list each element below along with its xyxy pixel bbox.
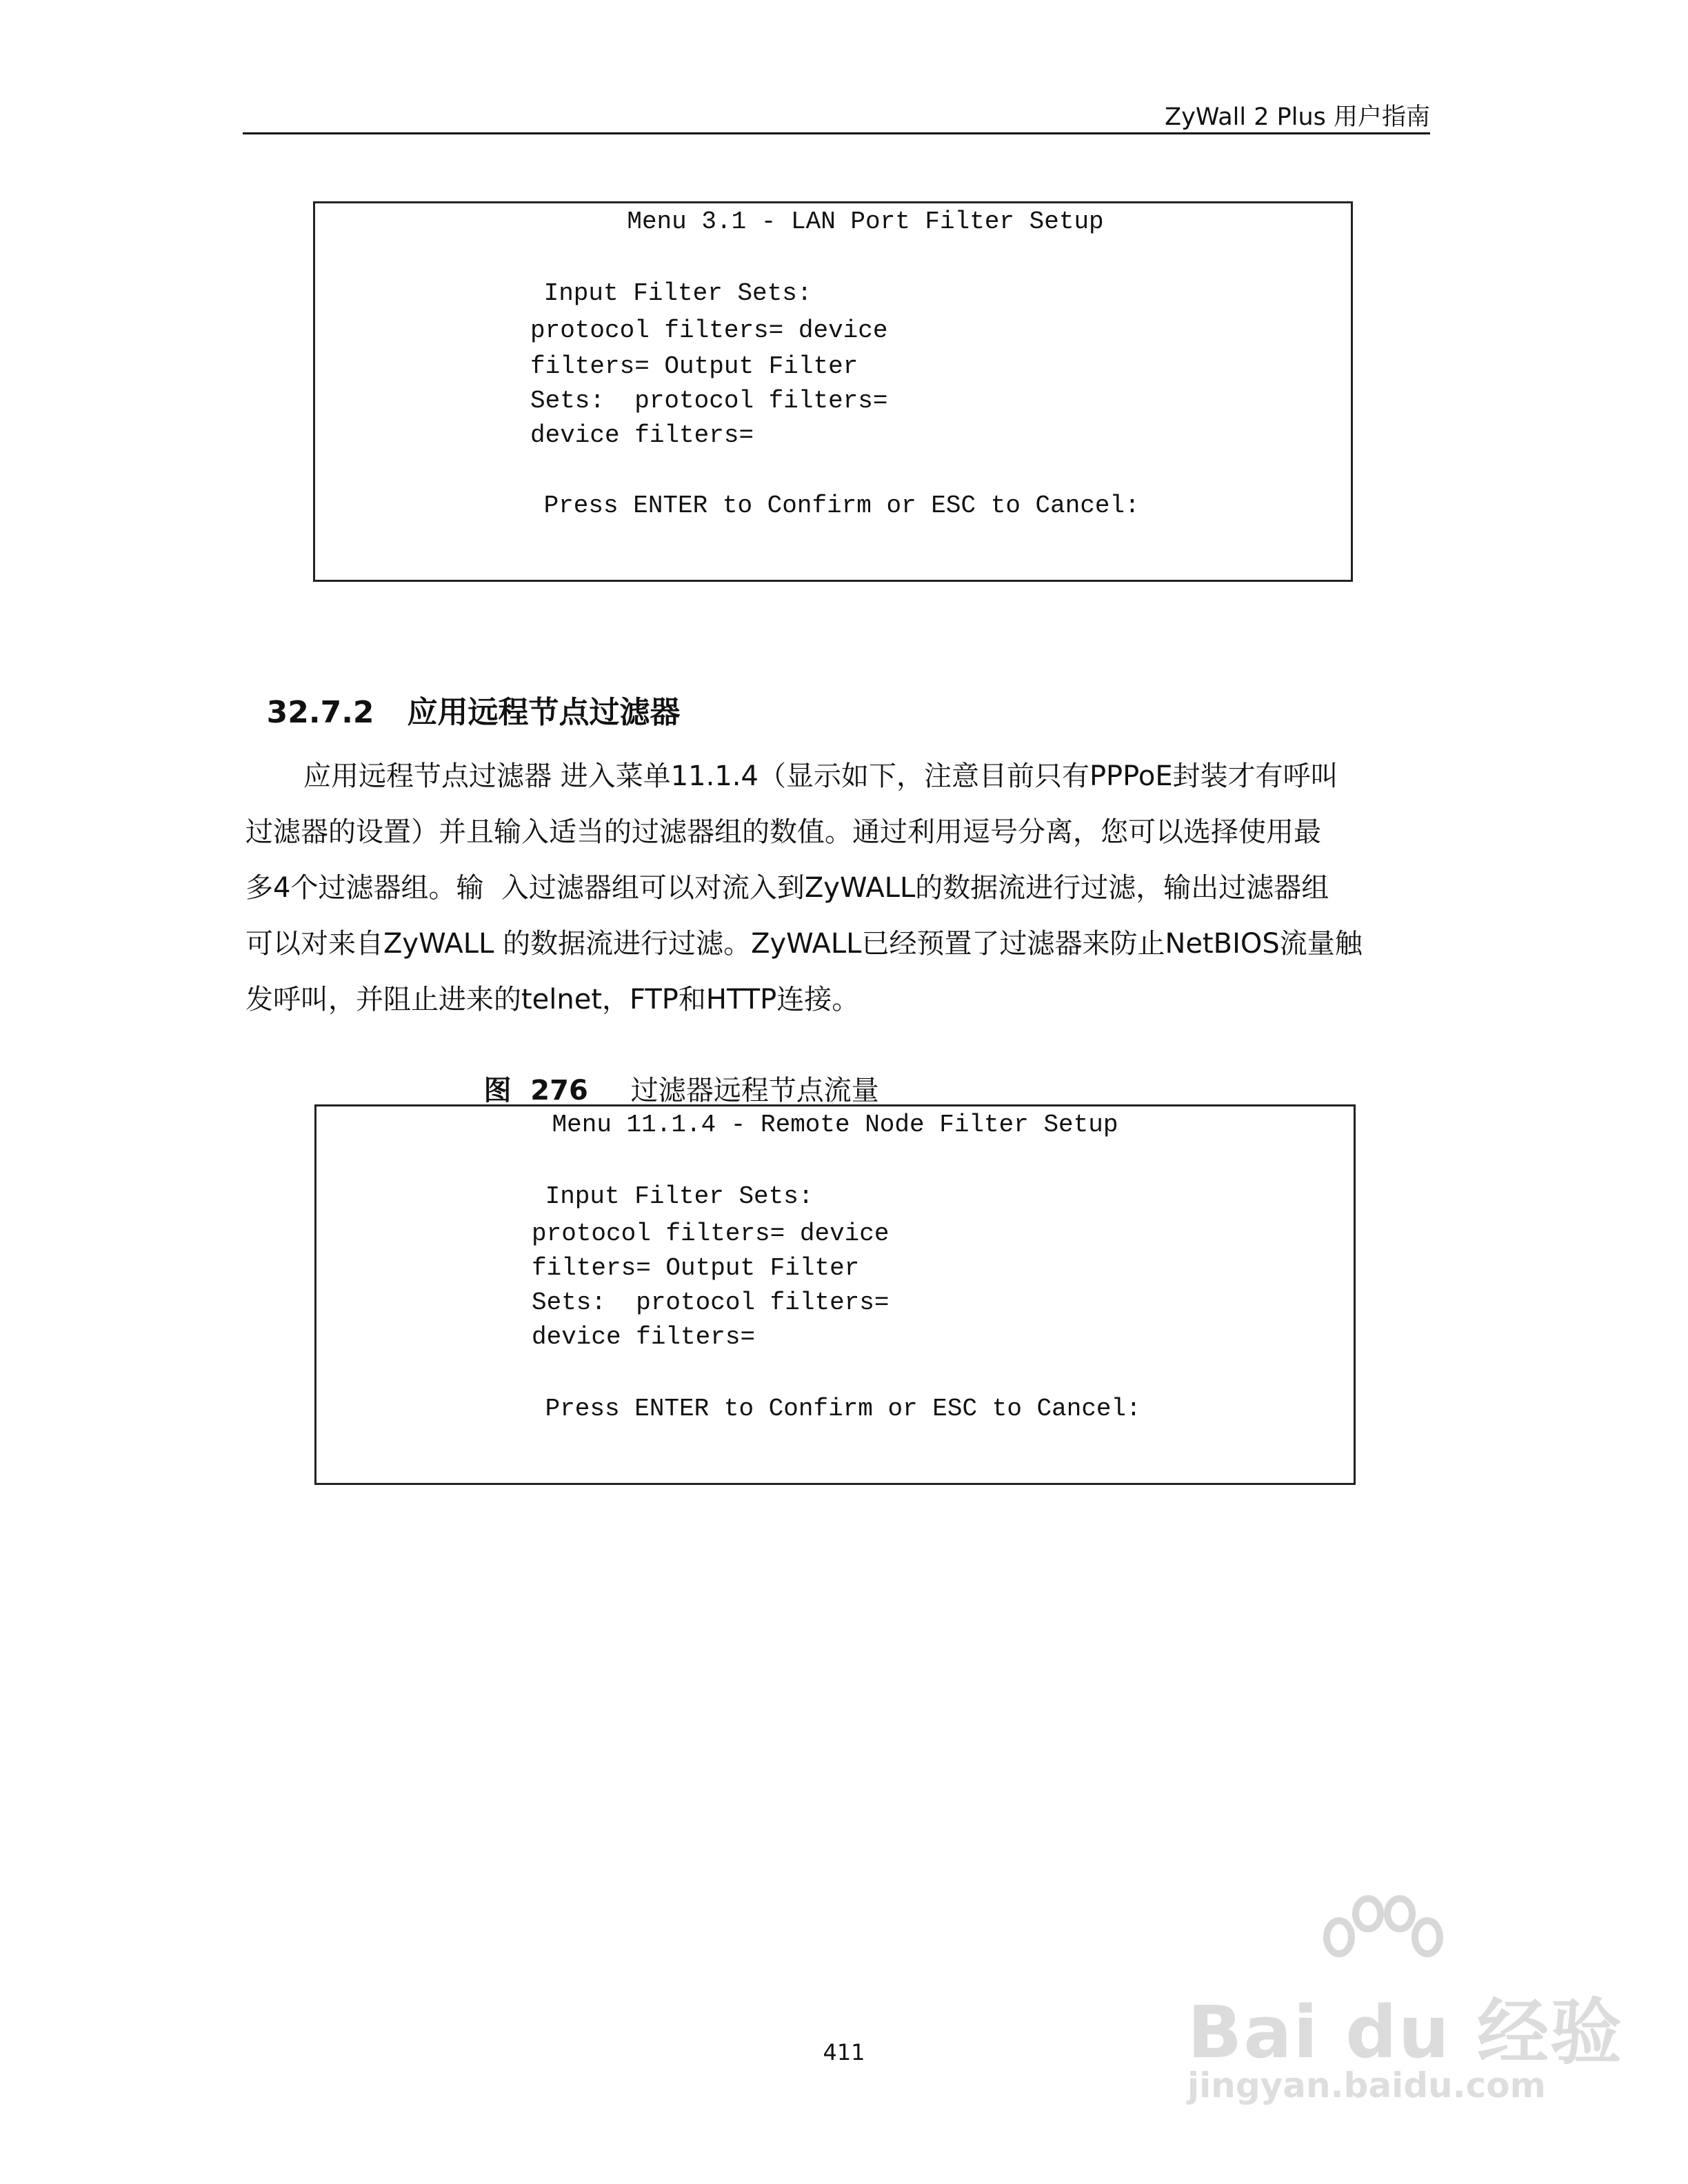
paragraph-line: 多4个过滤器组。输 入过滤器组可以对流入到ZyWALL的数据流进行过滤，输出过滤器组 bbox=[245, 872, 1329, 904]
console-line: filters= Output Filter bbox=[530, 352, 858, 381]
console-line: protocol filters= device bbox=[532, 1220, 890, 1248]
section-number: 32.7.2 bbox=[266, 695, 374, 730]
paragraph-line: 发呼叫，并阻止进来的telnet，FTP和HTTP连接。 bbox=[245, 984, 860, 1015]
console-line: Input Filter Sets: bbox=[529, 279, 812, 307]
paragraph-line: 可以对来自ZyWALL 的数据流进行过滤。ZyWALL已经预置了过滤器来防止NetBIOS流量触 bbox=[245, 928, 1363, 960]
running-header: ZyWall 2 Plus 用户指南 bbox=[1165, 103, 1430, 131]
section-title: 应用远程节点过滤器 bbox=[407, 695, 681, 730]
console-line: device filters= bbox=[532, 1323, 756, 1351]
paw-icon bbox=[1312, 1894, 1449, 1984]
console-line: Press ENTER to Confirm or ESC to Cancel: bbox=[529, 492, 1140, 520]
console-line: Sets: protocol filters= bbox=[532, 1288, 890, 1317]
console-line: Sets: protocol filters= bbox=[530, 387, 888, 415]
console-line: Press ENTER to Confirm or ESC to Cancel: bbox=[530, 1395, 1141, 1423]
body-paragraph bbox=[245, 749, 1434, 1028]
figure-caption bbox=[466, 1037, 879, 1108]
console-title: Menu 3.1 - LAN Port Filter Setup bbox=[627, 208, 1104, 236]
section-heading bbox=[245, 652, 681, 731]
paragraph-line: 应用远程节点过滤器 进入菜单11.1.4（显示如下，注意目前只有PPPoE封装才有呼叫 bbox=[303, 760, 1338, 792]
watermark-brand: Bai du 经验 bbox=[1187, 1990, 1623, 2074]
console-screen-remote-node-filter bbox=[314, 1104, 1356, 1485]
baidu-watermark bbox=[1180, 1894, 1623, 2105]
console-line: Input Filter Sets: bbox=[530, 1182, 814, 1211]
figure-label: 图 276 bbox=[483, 1075, 588, 1106]
console-line: protocol filters= device bbox=[530, 316, 888, 345]
console-title: Menu 11.1.4 - Remote Node Filter Setup bbox=[552, 1111, 1118, 1139]
paragraph-line: 过滤器的设置）并且输入适当的过滤器组的数值。通过利用逗号分离，您可以选择使用最 bbox=[245, 816, 1321, 848]
page-number: 411 bbox=[823, 2039, 865, 2065]
console-line: filters= Output Filter bbox=[532, 1254, 860, 1282]
console-line: device filters= bbox=[530, 421, 754, 449]
watermark-url: jingyan.baidu.com bbox=[1187, 2065, 1546, 2105]
figure-title: 过滤器远程节点流量 bbox=[630, 1075, 879, 1106]
header-rule bbox=[243, 132, 1430, 134]
console-screen-lan-filter bbox=[313, 201, 1353, 582]
